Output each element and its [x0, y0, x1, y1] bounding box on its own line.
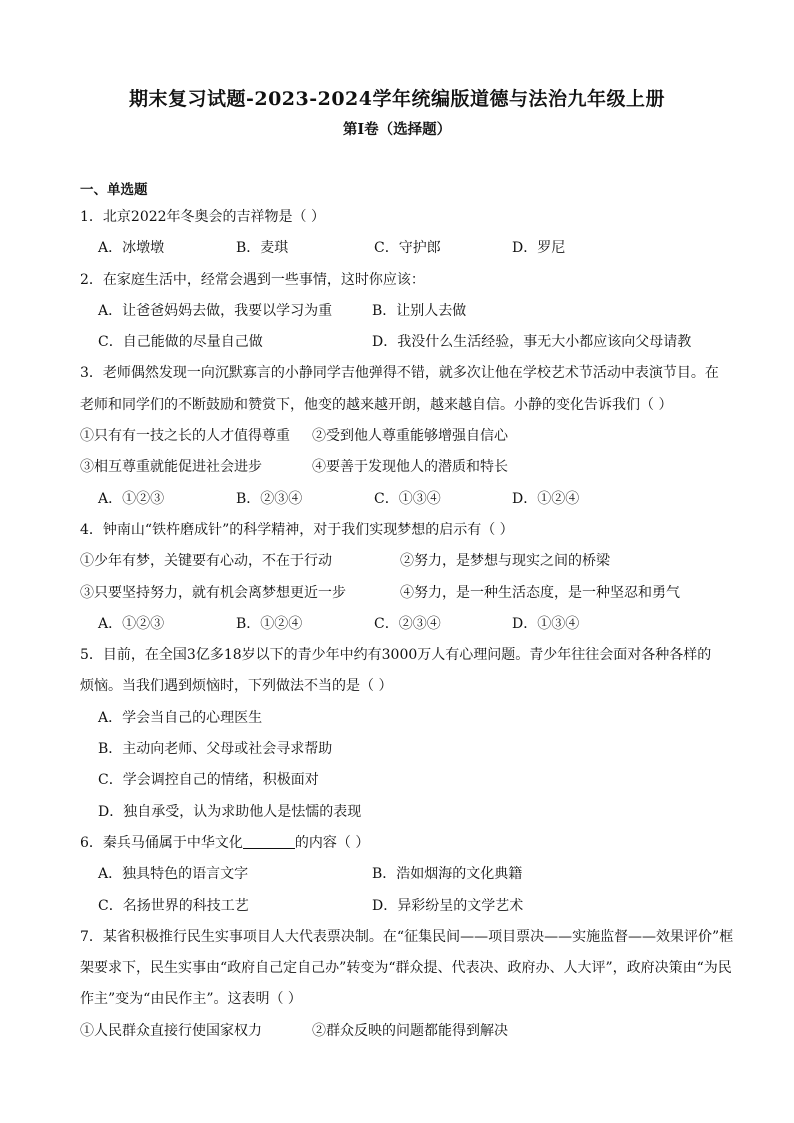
page-subtitle: 第Ⅰ卷（选择题）	[342, 121, 452, 138]
option-b[interactable]: B．②③④	[236, 490, 303, 507]
statement-4: ④要善于发现他人的潜质和特长	[312, 459, 508, 476]
question-1-options	[80, 233, 720, 264]
section-heading: 一、单选题	[80, 182, 148, 198]
question-6-options-row1	[80, 859, 720, 890]
option-c[interactable]: C．学会调控自己的情绪，积极面对	[98, 772, 319, 789]
statement-1: ①只有有一技之长的人才值得尊重	[80, 428, 290, 445]
statement-3: ③相互尊重就能促进社会进步	[80, 459, 262, 476]
statement-4: ④努力，是一种生活态度，是一种坚忍和勇气	[400, 584, 680, 601]
question-7-items-row1	[80, 1016, 720, 1047]
option-c[interactable]: C．②③④	[374, 615, 441, 632]
statement-2: ②群众反映的问题都能得到解决	[312, 1022, 508, 1039]
option-b[interactable]: B．①②④	[236, 615, 303, 632]
option-c[interactable]: C．守护郎	[374, 240, 441, 257]
question-4-items-row2	[80, 578, 720, 609]
fill-blank[interactable]	[243, 834, 295, 849]
question-2-options-row2	[80, 327, 720, 358]
question-4-options	[80, 609, 720, 640]
question-3-items-row2	[80, 452, 720, 483]
option-c[interactable]: C．自己能做的尽量自己做	[98, 334, 263, 351]
option-a[interactable]: A．学会当自己的心理医生	[98, 709, 263, 726]
question-7-stem-line1: 7．某省积极推行民生实事项目人大代表票决制。在“征集民间——项目票决——实施监督——效果评价”框	[80, 928, 734, 945]
question-list	[80, 178, 734, 1047]
option-b[interactable]: B．主动向老师、父母或社会寻求帮助	[98, 741, 333, 758]
statement-1: ①少年有梦，关键要有心动，不在于行动	[80, 553, 332, 570]
question-4-stem: 4．钟南山“铁杵磨成针”的科学精神，对于我们实现梦想的启示有（ ）	[80, 521, 514, 538]
option-d[interactable]: D．独自承受，认为求助他人是怯懦的表现	[98, 803, 362, 820]
statement-2: ②受到他人尊重能够增强自信心	[312, 428, 508, 445]
option-a[interactable]: A．①②③	[98, 490, 165, 507]
option-b[interactable]: B．浩如烟海的文化典籍	[372, 866, 523, 883]
option-a[interactable]: A．冰墩墩	[98, 240, 165, 257]
statement-1: ①人民群众直接行使国家权力	[80, 1022, 262, 1039]
question-6-options-row2	[80, 891, 720, 922]
question-3-stem-line1: 3．老师偶然发现一向沉默寡言的小静同学吉他弹得不错，就多次让他在学校艺术节活动中表演节目。在	[80, 365, 719, 382]
option-d[interactable]: D．①③④	[512, 615, 580, 632]
option-a[interactable]: A．让爸爸妈妈去做，我要以学习为重	[98, 302, 333, 319]
question-3-options	[80, 484, 720, 515]
question-7-stem-line2: 架要求下，民生实事由“政府自己定自己办”转变为“群众提、代表决、政府办、人大评”，政府决策由“为民	[80, 960, 732, 977]
statement-3: ③只要坚持努力，就有机会离梦想更近一步	[80, 584, 346, 601]
question-6-stem-before: 6．秦兵马俑属于中华文化	[80, 834, 243, 851]
question-4-items-row1	[80, 546, 720, 577]
option-c[interactable]: C．①③④	[374, 490, 441, 507]
question-6-stem	[80, 828, 720, 859]
question-3-items-row1	[80, 421, 720, 452]
option-a[interactable]: A．①②③	[98, 615, 165, 632]
option-d[interactable]: D．罗尼	[512, 240, 566, 257]
question-5-stem-line2: 烦恼。当我们遇到烦恼时，下列做法不当的是（ ）	[80, 678, 393, 695]
question-2-stem: 2．在家庭生活中，经常会遇到一些事情，这时你应该：	[80, 271, 425, 288]
option-c[interactable]: C．名扬世界的科技工艺	[98, 897, 249, 914]
option-d[interactable]: D．异彩纷呈的文学艺术	[372, 897, 524, 914]
option-b[interactable]: B．让别人去做	[372, 302, 467, 319]
option-b[interactable]: B．麦琪	[236, 240, 289, 257]
question-1-stem: 1．北京2022年冬奥会的吉祥物是（ ）	[80, 209, 325, 225]
option-d[interactable]: D．我没什么生活经验，事无大小都应该向父母请教	[372, 334, 692, 351]
page-title: 期末复习试题-2023-2024学年统编版道德与法治九年级上册	[128, 88, 666, 110]
statement-2: ②努力，是梦想与现实之间的桥梁	[400, 553, 610, 570]
option-d[interactable]: D．①②④	[512, 490, 580, 507]
question-3-stem-line2: 老师和同学们的不断鼓励和赞赏下，他变的越来越开朗，越来越自信。小静的变化告诉我们（ ）	[80, 396, 673, 413]
question-5-stem-line1: 5．目前，在全国3亿多18岁以下的青少年中约有3000万人有心理问题。青少年往往会面对各种各样的	[80, 647, 712, 664]
question-6-stem-after: 的内容（ ）	[294, 834, 370, 851]
option-a[interactable]: A．独具特色的语言文字	[98, 866, 249, 883]
question-7-stem-line3: 作主”变为“由民作主”。这表明（ ）	[80, 991, 302, 1008]
question-2-options-row1	[80, 296, 720, 327]
